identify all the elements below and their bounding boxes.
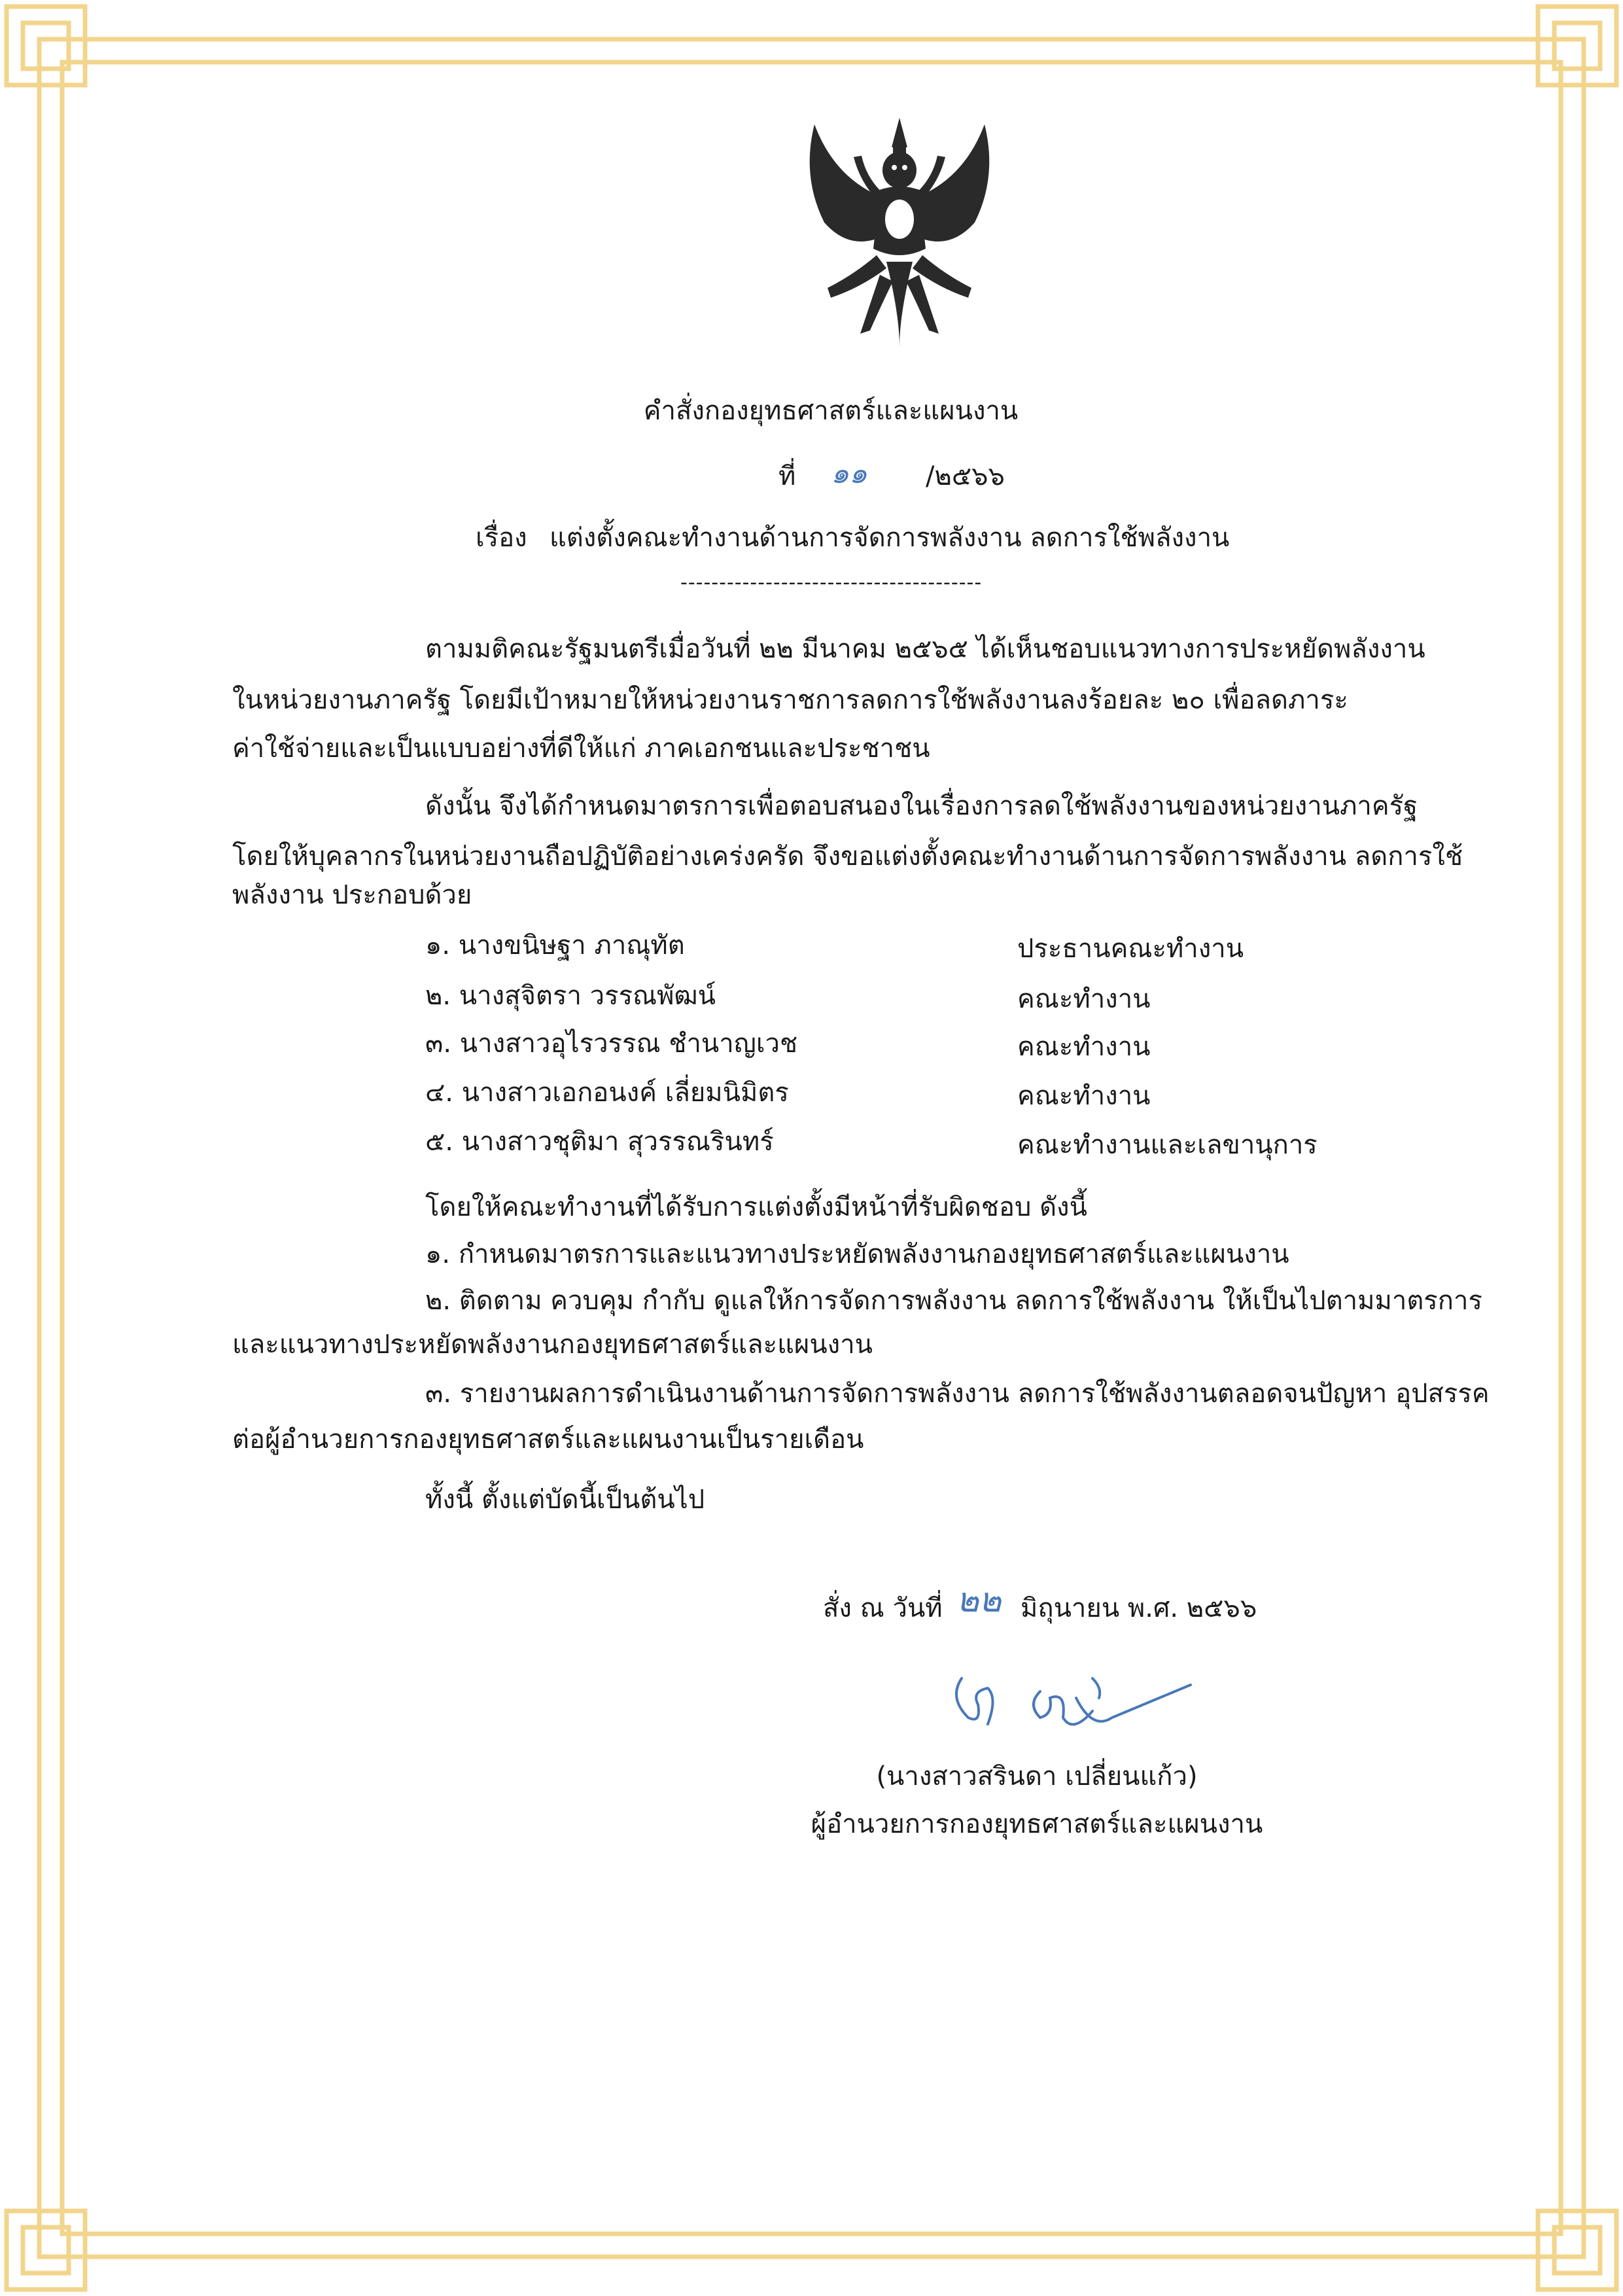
member-role: คณะทำงาน: [1017, 1032, 1151, 1062]
para1-line3: ค่าใช้จ่ายและเป็นแบบอย่างที่ดีให้แก่ ภาคเอกชนและประชาชน: [232, 733, 930, 764]
duty-2-line2: และแนวทางประหยัดพลังงานกองยุทธศาสตร์และแผนงาน: [232, 1330, 873, 1360]
member-role: คณะทำงาน: [1017, 984, 1151, 1014]
member-name: ๒. นางสุจิตรา วรรณพัฒน์: [425, 981, 716, 1011]
para2-line2: โดยให้บุคลากรในหน่วยงานถือปฏิบัติอย่างเคร่งครัด จึงขอแต่งตั้งคณะทำงานด้านการจัดการพลังงาน ลดการใช้: [232, 841, 1463, 872]
duty-2-line1: ๒. ติดตาม ควบคุม กำกับ ดูแลให้การจัดการพลังงาน ลดการใช้พลังงาน ให้เป็นไปตามมาตรการ: [425, 1286, 1482, 1316]
signer-position: ผู้อำนวยการกองยุทธศาสตร์และแผนงาน: [811, 1809, 1263, 1839]
date-day-handwritten: ๒๒: [956, 1581, 1002, 1620]
date-suffix: มิถุนายน พ.ศ. ๒๕๖๖: [1021, 1593, 1257, 1623]
order-number-year: /๒๕๖๖: [926, 461, 1005, 491]
order-subject: แต่งตั้งคณะทำงานด้านการจัดการพลังงาน ลดการใช้พลังงาน: [550, 523, 1230, 553]
para2-line1: ดังนั้น จึงได้กำหนดมาตรการเพื่อตอบสนองในเรื่องการลดใช้พลังงานของหน่วยงานภาครัฐ: [425, 791, 1418, 821]
signer-name: (นางสาวสรินดา เปลี่ยนแก้ว): [876, 1761, 1198, 1792]
para1-line1: ตามมติคณะรัฐมนตรีเมื่อวันที่ ๒๒ มีนาคม ๒๕๖๕ ได้เห็นชอบแนวทางการประหยัดพลังงาน: [425, 634, 1425, 664]
subject-label: เรื่อง: [476, 523, 527, 553]
para2-line3: พลังงาน ประกอบด้วย: [232, 880, 472, 910]
effective-statement: ทั้งนี้ ตั้งแต่บัดนี้เป็นต้นไป: [425, 1485, 705, 1515]
duty-3-line1: ๓. รายงานผลการดำเนินงานด้านการจัดการพลังงาน ลดการใช้พลังงานตลอดจนปัญหา อุปสรรค: [425, 1379, 1490, 1409]
order-number-prefix: ที่: [778, 461, 796, 491]
duty-1: ๑. กำหนดมาตรการและแนวทางประหยัดพลังงานกองยุทธศาสตร์และแผนงาน: [425, 1239, 1289, 1269]
member-name: ๕. นางสาวชุติมา สุวรรณรินทร์: [425, 1127, 774, 1157]
para1-line2: ในหน่วยงานภาครัฐ โดยมีเป้าหมายให้หน่วยงานราชการลดการใช้พลังงานลงร้อยละ ๒๐ เพื่อลดภาระ: [232, 685, 1348, 715]
duties-intro: โดยให้คณะทำงานที่ได้รับการแต่งตั้งมีหน้าที่รับผิดชอบ ดังนี้: [425, 1192, 1087, 1222]
order-title: คำสั่งกองยุทธศาสตร์และแผนงาน: [643, 396, 1019, 426]
member-name: ๔. นางสาวเอกอนงค์ เลี่ยมนิมิตร: [425, 1078, 789, 1108]
duty-3-line2: ต่อผู้อำนวยการกองยุทธศาสตร์และแผนงานเป็นรายเดือน: [232, 1424, 864, 1455]
signature: [942, 1652, 1197, 1750]
member-name: ๓. นางสาวอุไรวรรณ ชำนาญเวช: [425, 1029, 798, 1059]
garuda-emblem-icon: [788, 98, 1011, 360]
date-prefix: สั่ง ณ วันที่: [823, 1593, 943, 1623]
member-role: คณะทำงานและเลขานุการ: [1017, 1130, 1318, 1160]
member-role: ประธานคณะทำงาน: [1017, 934, 1244, 964]
member-role: คณะทำงาน: [1017, 1081, 1151, 1111]
member-name: ๑. นางขนิษฐา ภาณุทัต: [425, 930, 685, 961]
divider: ---------------------------------------: [680, 571, 983, 594]
order-number-handwritten: ๑๑: [831, 457, 867, 490]
